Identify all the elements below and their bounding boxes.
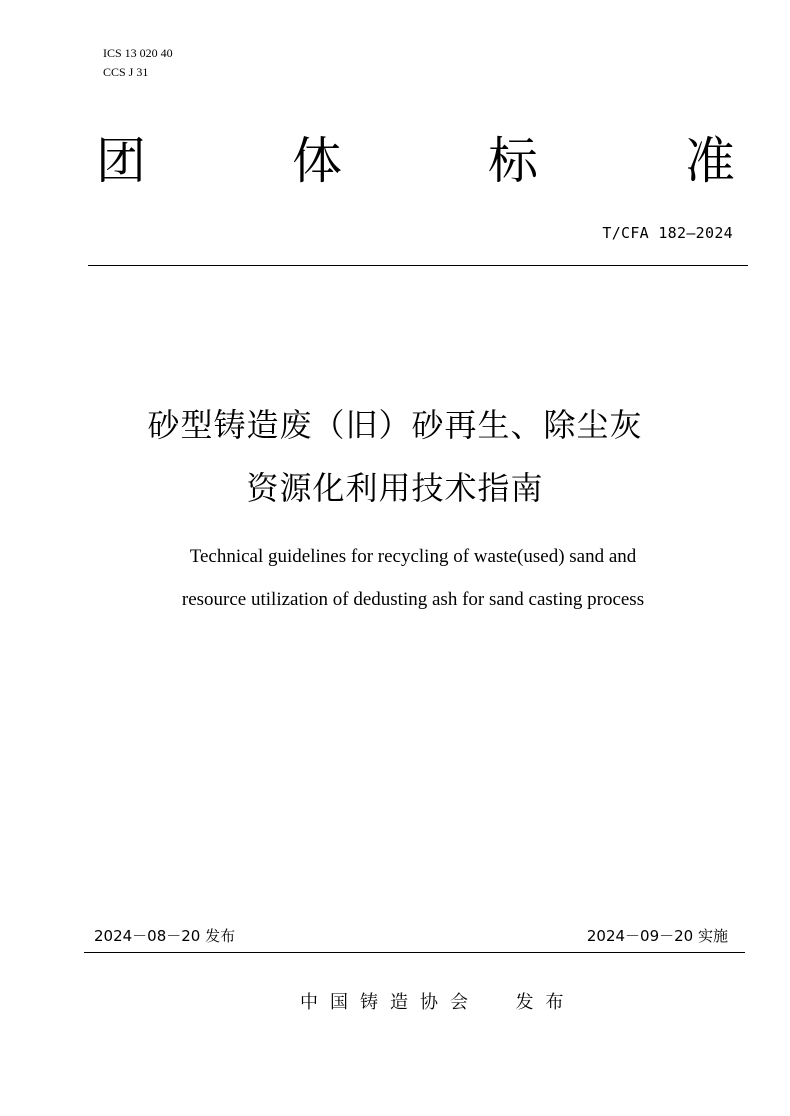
classification-codes — [103, 44, 173, 82]
standard-type-char: 标 — [488, 132, 538, 190]
standard-number: T/CFA 182—2024 — [602, 224, 733, 242]
standard-type-char: 团 — [96, 132, 146, 190]
bottom-divider — [84, 952, 745, 953]
publisher-line: 中国铸造协会 发布 — [300, 992, 576, 1013]
english-title-line-1: Technical guidelines for recycling of waste(used) sand and — [189, 546, 637, 567]
top-divider — [88, 265, 748, 266]
ics-code: ICS 13 020 40 — [103, 46, 173, 60]
chinese-title-line-2: 资源化利用技术指南 — [246, 469, 544, 507]
standard-type-char: 体 — [292, 132, 342, 190]
chinese-title-line-1: 砂型铸造废（旧）砂再生、除尘灰 — [147, 406, 643, 444]
ccs-code: CCS J 31 — [103, 65, 149, 79]
implementation-date: 2024－09－20 实施 — [586, 927, 728, 945]
issue-date: 2024－08－20 发布 — [94, 927, 236, 945]
standard-type-char: 准 — [685, 132, 735, 190]
standard-type-heading — [0, 128, 790, 194]
english-title-line-2: resource utilization of dedusting ash for sand casting process — [181, 589, 645, 610]
